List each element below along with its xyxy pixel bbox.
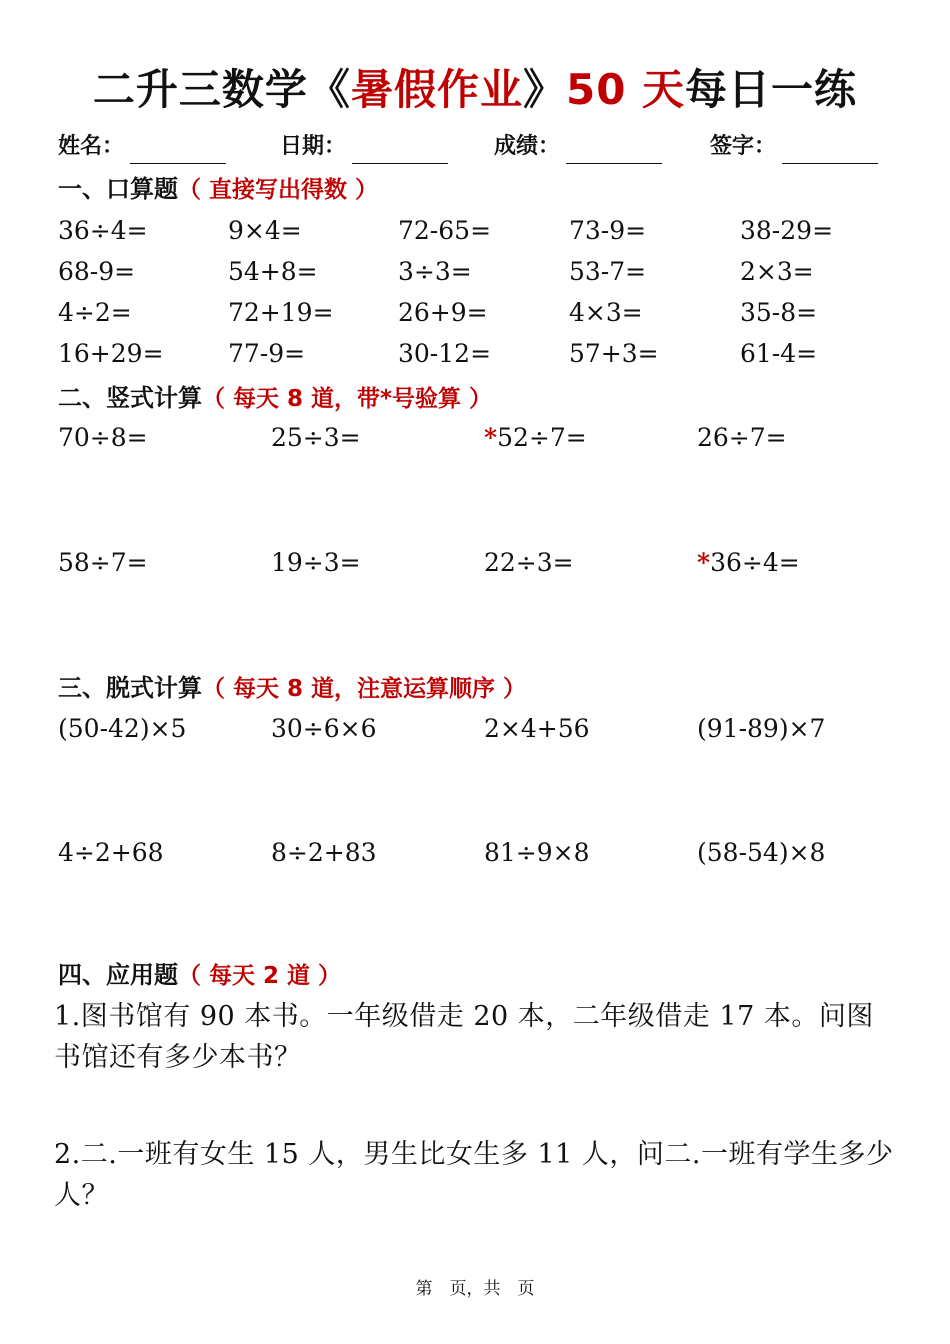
- check-star: *: [697, 548, 711, 577]
- section-4-heading: [58, 958, 341, 993]
- oral-problem: 53-7=: [569, 257, 647, 286]
- oral-problem: 72-65=: [398, 216, 492, 245]
- section-2-note: （ 每天 8 道，带*号验算 ）: [202, 386, 493, 412]
- vertical-problem: 70÷8=: [58, 423, 148, 452]
- date-blank[interactable]: [352, 139, 448, 164]
- oral-problem: 2×3=: [740, 257, 814, 286]
- stepwise-problem: 81÷9×8: [484, 838, 590, 867]
- section-2-title: 二、竖式计算: [58, 384, 202, 412]
- title-highlight: 暑假作业: [350, 65, 523, 114]
- oral-problem: 26+9=: [398, 298, 488, 327]
- vertical-problem: 26÷7=: [697, 423, 787, 452]
- check-star: *: [484, 423, 498, 452]
- oral-problem: 9×4=: [228, 216, 302, 245]
- score-label: 成绩：: [494, 134, 561, 159]
- stepwise-problem: (58-54)×8: [697, 838, 826, 867]
- section-1-title: 一、口算题: [58, 175, 178, 203]
- section-2-heading: [58, 381, 492, 416]
- signature-label: 签字：: [710, 134, 777, 159]
- signature-blank[interactable]: [782, 139, 878, 164]
- vertical-problem: 36÷4=: [710, 548, 800, 577]
- title-part-1: 二升三数学《: [92, 65, 351, 114]
- title-part-5: 每日一练: [685, 65, 858, 114]
- oral-problem: 38-29=: [740, 216, 834, 245]
- oral-problem: 4÷2=: [58, 298, 132, 327]
- title-part-3: 》: [522, 65, 566, 114]
- score-field[interactable]: [494, 130, 662, 164]
- score-blank[interactable]: [566, 139, 662, 164]
- name-blank[interactable]: [130, 139, 226, 164]
- oral-problem: 30-12=: [398, 339, 492, 368]
- stepwise-problem: (50-42)×5: [58, 714, 187, 743]
- oral-problem: 16+29=: [58, 339, 164, 368]
- vertical-problem-starred: [484, 422, 587, 454]
- oral-problem: 61-4=: [740, 339, 818, 368]
- oral-problem: 57+3=: [569, 339, 659, 368]
- section-4-note: （ 每天 2 道 ）: [178, 963, 342, 989]
- vertical-problem: 19÷3=: [271, 548, 361, 577]
- stepwise-problem: 30÷6×6: [271, 714, 377, 743]
- vertical-problem: 52÷7=: [497, 423, 587, 452]
- date-field[interactable]: [280, 130, 448, 164]
- name-label: 姓名：: [58, 134, 125, 159]
- page-title: [0, 62, 950, 118]
- section-1-heading: [58, 172, 378, 207]
- section-3-note: （ 每天 8 道，注意运算顺序 ）: [202, 676, 527, 702]
- oral-problem: 3÷3=: [398, 257, 472, 286]
- oral-problem: 35-8=: [740, 298, 818, 327]
- word-problem-2: 2.二.一班有女生 15 人，男生比女生多 11 人，问二.一班有学生多少人？: [54, 1139, 894, 1211]
- section-3-heading: [58, 671, 526, 706]
- oral-problem: 77-9=: [228, 339, 306, 368]
- signature-field[interactable]: [710, 130, 878, 164]
- oral-problem: 72+19=: [228, 298, 334, 327]
- section-4-title: 四、应用题: [58, 961, 178, 989]
- oral-problem: 68-9=: [58, 257, 136, 286]
- info-row: [58, 130, 898, 166]
- vertical-problem: 22÷3=: [484, 548, 574, 577]
- oral-problem: 4×3=: [569, 298, 643, 327]
- name-field[interactable]: [58, 130, 226, 164]
- oral-problem: 36÷4=: [58, 216, 148, 245]
- section-1-note: （ 直接写出得数 ）: [178, 177, 379, 203]
- date-label: 日期：: [280, 134, 347, 159]
- title-days: 50 天: [565, 65, 686, 114]
- stepwise-problem: (91-89)×7: [697, 714, 826, 743]
- oral-problem: 73-9=: [569, 216, 647, 245]
- oral-problem: 54+8=: [228, 257, 318, 286]
- vertical-problem: 58÷7=: [58, 548, 148, 577]
- page-footer: 第 页，共 页: [415, 1279, 535, 1299]
- vertical-problem-starred: [697, 547, 800, 579]
- section-3-title: 三、脱式计算: [58, 674, 202, 702]
- word-problem-1: 1.图书馆有 90 本书。一年级借走 20 本，二年级借走 17 本。问图书馆还有多少本书？: [54, 1001, 874, 1073]
- stepwise-problem: 2×4+56: [484, 714, 590, 743]
- stepwise-problem: 8÷2+83: [271, 838, 377, 867]
- stepwise-problem: 4÷2+68: [58, 838, 164, 867]
- vertical-problem: 25÷3=: [271, 423, 361, 452]
